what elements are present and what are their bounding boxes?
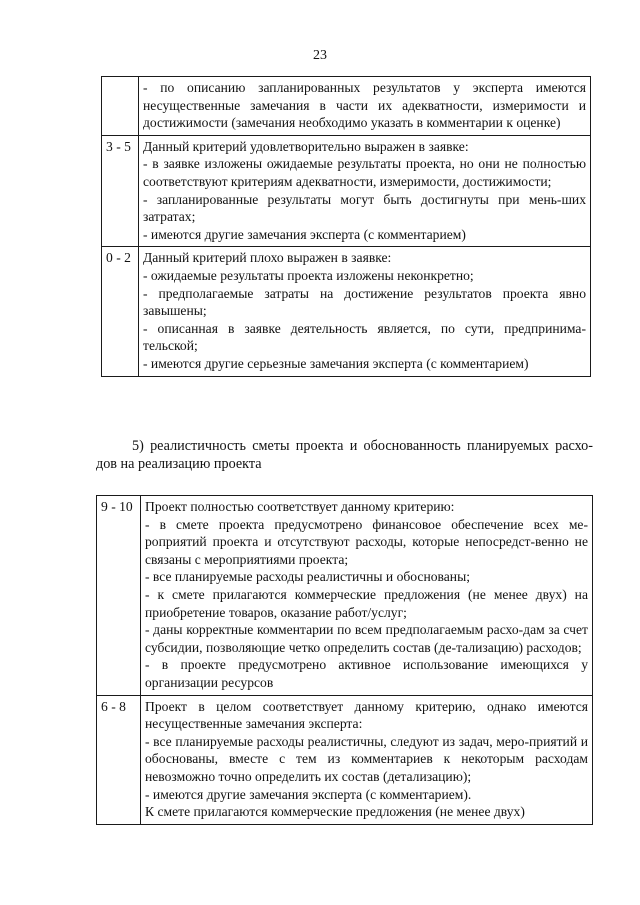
criterion-line: - имеются другие замечания эксперта (с комментарием) xyxy=(143,226,466,242)
criterion-line: - к смете прилагаются коммерческие предложения (не менее двух) на приобретение товаров, оказание работ/услуг; xyxy=(145,586,588,620)
criterion-description xyxy=(141,496,593,696)
criterion-line: - в заявке изложены ожидаемые результаты проекта, но они не полностью соответствуют критериям адекватности, измеримости, достижимости; xyxy=(143,156,586,189)
score-cell xyxy=(102,77,139,136)
criterion-line: - в проекте предусмотрено активное использование имеющихся у организации ресурсов xyxy=(145,657,588,690)
criteria-table-budget xyxy=(96,495,593,825)
score-cell: 9 - 10 xyxy=(97,496,141,696)
criterion-description xyxy=(139,247,591,376)
criterion-line: - имеются другие серьезные замечания эксперта (с комментарием) xyxy=(143,355,529,371)
criteria-table-results xyxy=(101,76,591,377)
criterion-line: Проект полностью соответствует данному критерию: xyxy=(145,499,455,514)
table-row xyxy=(102,135,591,247)
criterion-line: - предполагаемые затраты на достижение результатов проекта явно завышены; xyxy=(143,285,586,319)
criterion-line: - описанная в заявке деятельность является, по сути, предпринима-тельской; xyxy=(143,320,586,354)
page-number: 23 xyxy=(313,48,327,63)
criterion-line: - даны корректные комментарии по всем предполагаемым расхо-дам за счет субсидии, позволяющие четко определить состав (де-тализацию) расходов; xyxy=(145,622,588,655)
criterion-line: - имеются другие замечания эксперта (с комментарием). xyxy=(145,786,472,802)
table-row xyxy=(97,695,593,824)
table-row xyxy=(97,496,593,696)
criterion-line: Данный критерий плохо выражен в заявке: xyxy=(143,250,392,266)
criterion-line: Данный критерий удовлетворительно выражен в заявке: xyxy=(143,138,469,154)
criterion-description xyxy=(141,695,593,824)
criterion-line: - запланированные результаты могут быть достигнуты при мень-ших затратах; xyxy=(143,191,586,225)
criterion-line: - все планируемые расходы реалистичны, следуют из задач, меро-приятий и обоснованы, вместе с тем из комментариев к некоторым расходам невозможно точно определить их состав (детализацию); xyxy=(145,733,588,784)
criterion-line: - по описанию запланированных результатов у эксперта имеются несущественные замечания в части их адекватности, измеримости и достижимости (замечания необходимо указать в комментарии к оценке) xyxy=(143,80,586,131)
section-heading: 5) реалистичность сметы проекта и обоснованность планируемых расхо-дов на реализацию проекта xyxy=(96,438,593,472)
criterion-line: - ожидаемые результаты проекта изложены неконкретно; xyxy=(143,267,474,283)
score-cell: 0 - 2 xyxy=(102,247,139,376)
score-cell: 6 - 8 xyxy=(97,695,141,824)
table-row xyxy=(102,77,591,136)
criterion-description xyxy=(139,77,591,136)
criterion-line: - все планируемые расходы реалистичны и обоснованы; xyxy=(145,569,470,585)
criterion-description xyxy=(139,135,591,247)
score-cell: 3 - 5 xyxy=(102,135,139,247)
table-row xyxy=(102,247,591,376)
criterion-line: - в смете проекта предусмотрено финансовое обеспечение всех ме-роприятий проекта и отсутствуют расходы, которые непосредст-венно не связаны с мероприятиями проекта; xyxy=(145,516,588,567)
criterion-line: Проект в целом соответствует данному критерию, однако имеются несущественные замечания эксперта: xyxy=(145,698,588,732)
criterion-line: К смете прилагаются коммерческие предложения (не менее двух) xyxy=(145,804,525,820)
